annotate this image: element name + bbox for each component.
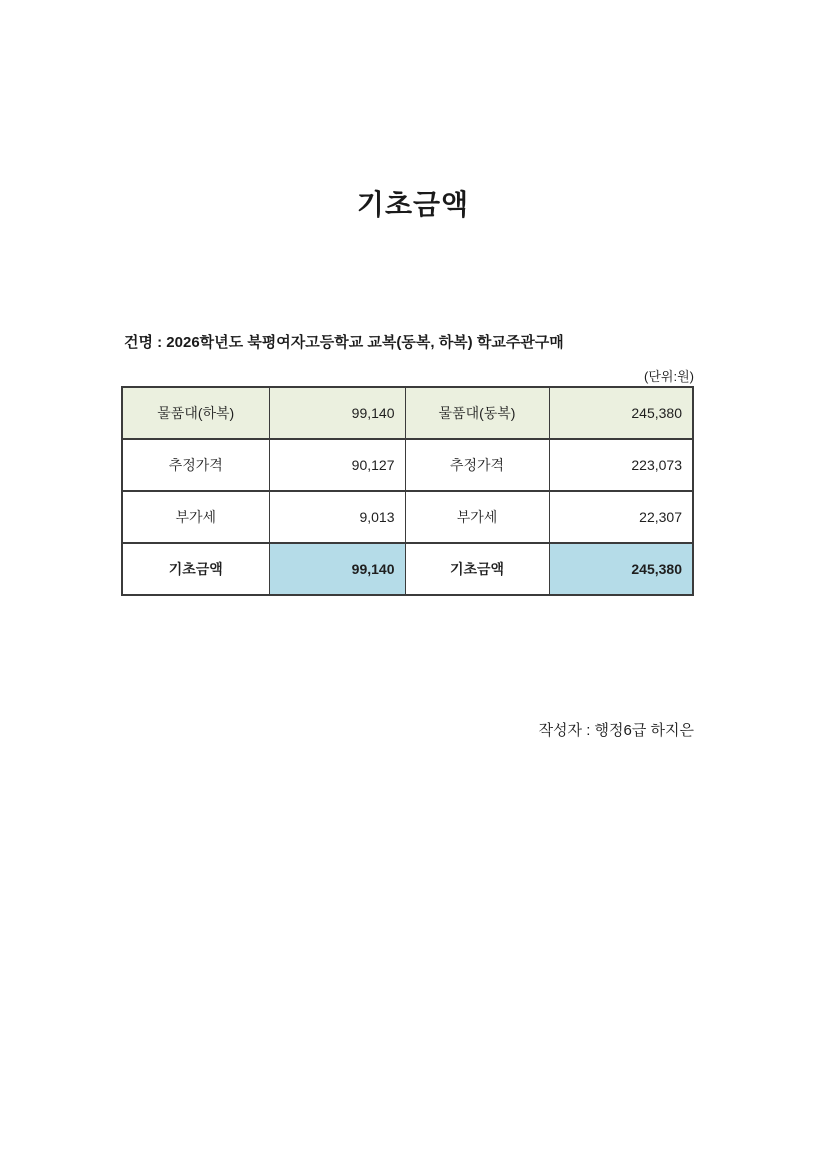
item-value-winter: 245,380 xyxy=(549,387,693,439)
price-table xyxy=(121,386,694,596)
vat-label-winter: 부가세 xyxy=(405,491,549,543)
table-row-item-price xyxy=(122,387,693,439)
estimate-label-winter: 추정가격 xyxy=(405,439,549,491)
vat-value-summer: 9,013 xyxy=(269,491,405,543)
item-label-winter: 물품대(동복) xyxy=(405,387,549,439)
estimate-value-winter: 223,073 xyxy=(549,439,693,491)
table-row-base-amount xyxy=(122,543,693,595)
unit-note: (단위:원) xyxy=(644,369,694,384)
estimate-value-summer: 90,127 xyxy=(269,439,405,491)
table-row-estimated-price xyxy=(122,439,693,491)
total-value-winter: 245,380 xyxy=(549,543,693,595)
total-label-summer: 기초금액 xyxy=(122,543,269,595)
item-value-summer: 99,140 xyxy=(269,387,405,439)
page-title: 기초금액 xyxy=(356,189,470,220)
vat-value-winter: 22,307 xyxy=(549,491,693,543)
total-label-winter: 기초금액 xyxy=(405,543,549,595)
author-note: 작성자 : 행정6급 하지은 xyxy=(538,722,694,739)
table-row-vat xyxy=(122,491,693,543)
item-label-summer: 물품대(하복) xyxy=(122,387,269,439)
total-value-summer: 99,140 xyxy=(269,543,405,595)
estimate-label-summer: 추정가격 xyxy=(122,439,269,491)
subject-line: 건명 : 2026학년도 북평여자고등학교 교복(동복, 하복) 학교주관구매 xyxy=(124,334,564,351)
vat-label-summer: 부가세 xyxy=(122,491,269,543)
